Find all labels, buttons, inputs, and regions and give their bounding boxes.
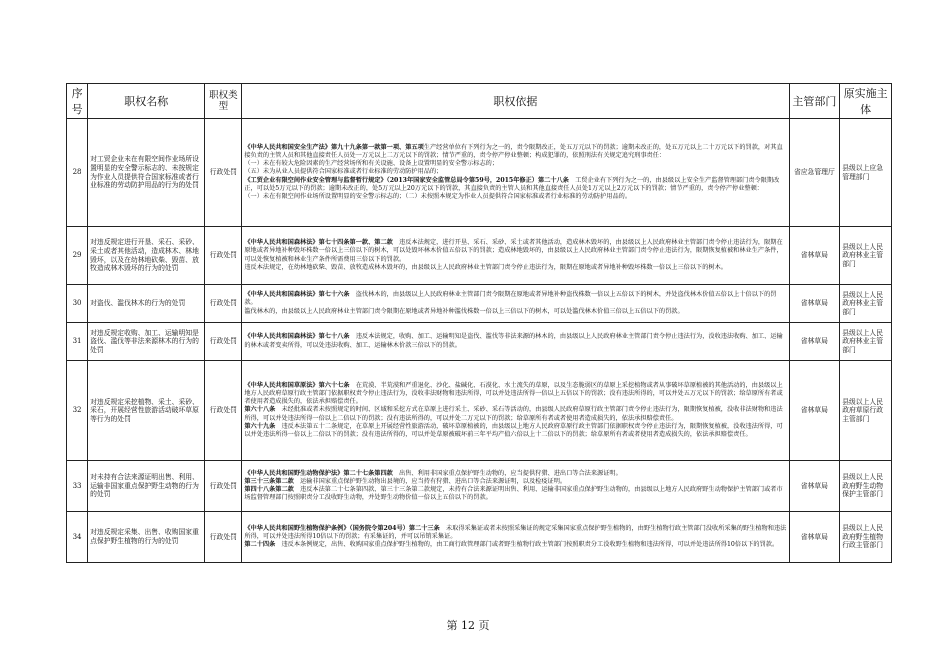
row-name: 对违反规定进行开垦、采石、采砂、采土或者其他活动，造成林木、林地毁坏，以及在幼林地砍柴、毁苗、放牧造成林木毁坏的行为的处罚 bbox=[88, 227, 205, 285]
authority-table bbox=[66, 83, 892, 563]
row-basis bbox=[242, 361, 789, 461]
basis-paragraph bbox=[244, 382, 786, 406]
basis-text: 违反本法第二十七条第四款、第三十三条第二款规定，未持有合法来源证明出售、利用、运输非国家重点保护野生动物的，由县级以上地方人民政府野生动物保护主管部门或者市场监督管理部门按照职责分工没收野生动物，并处野生动物价值一倍以上五倍以下的罚款。 bbox=[244, 486, 783, 502]
row-implementer: 县级以上人民政府林业主管部门 bbox=[840, 285, 892, 323]
basis-text: 在荒漠、半荒漠和严重退化、沙化、盐碱化、石漠化、水土流失的草原，以及生态脆弱区的草原上采挖植物或者从事破坏草原植被的其他活动的，由县级以上地方人民政府草原行政主管部门依据职权责令停止违法行为，没收非法财物和违法所得，可以并处违法所得一倍以上五倍以下的罚款；没有违法所得的，可以并处五万元以下的罚款；给草原所有者或者使用者造成损失的，依法承担赔偿责任。 bbox=[244, 382, 783, 406]
row-seq: 28 bbox=[67, 119, 88, 227]
row-basis bbox=[242, 285, 789, 323]
table-row bbox=[67, 227, 892, 285]
row-dept: 省林草局 bbox=[789, 285, 840, 323]
basis-paragraph bbox=[244, 168, 786, 176]
basis-lead: 《工贸企业有限空间作业安全管理与监督暂行规定》（2013年国家安全监管总局令第59号，2015年修正）第二十八条 bbox=[244, 176, 569, 184]
basis-paragraph bbox=[244, 144, 786, 160]
row-dept: 省应急管理厅 bbox=[789, 119, 840, 227]
header-dept: 主管部门 bbox=[789, 84, 840, 119]
header-type: 职权类型 bbox=[205, 84, 242, 119]
row-dept: 省林草局 bbox=[789, 461, 840, 512]
header-seq: 序号 bbox=[67, 84, 88, 119]
row-implementer: 县级以上人民政府林业主管部门 bbox=[840, 323, 892, 361]
basis-lead: 第六十八条 bbox=[244, 406, 276, 414]
basis-paragraph bbox=[244, 486, 786, 502]
row-implementer: 县级以上人民政府草原行政主管部门 bbox=[840, 361, 892, 461]
basis-text: 滥伐林木的，由县级以上人民政府林业主管部门责令限期在原地或者异地补种滥伐株数一倍以上三倍以下的树木，可以处滥伐林木价值三倍以上五倍以下的罚款。 bbox=[244, 307, 684, 315]
header-implementer: 原实施主体 bbox=[840, 84, 892, 119]
row-name: 对违反规定收购、加工、运输明知是盗伐、滥伐等非法来源林木的行为的处罚 bbox=[88, 323, 205, 361]
row-seq: 30 bbox=[67, 285, 88, 323]
row-name: 对盗伐、滥伐林木的行为的处罚 bbox=[88, 285, 205, 323]
page-number: 第 12 页 bbox=[446, 619, 490, 632]
basis-text: 工贸企业有下列行为之一的，由县级以上安全生产监督管理部门责令限期改正，可以处5万元以下的罚款；逾期未改正的，处5万元以上20万元以下的罚款，其直接负责的主管人员和其他直接责任人员处1万元以上2万元以下的罚款；情节严重的，责令停产停业整顿： bbox=[244, 176, 780, 192]
basis-text: 违反本法规定，进行开垦、采石、采砂、采土或者其他活动，造成林木毁坏的，由县级以上人民政府林业主管部门责令停止违法行为，限期在原地或者异地补种毁坏株数一倍以上三倍以下的树木，可以处毁坏林木价值五倍以下的罚款；造成林地毁坏的，由县级以上人民政府林业主管部门责令停止违法行为，限期恢复植被和林业生产条件，可以处恢复植被和林业生产条件所需费用三倍以下的罚款。 bbox=[244, 239, 783, 263]
basis-text: 违反本法规定，收购、加工、运输明知是盗伐、滥伐等非法来源的林木的，由县级以上人民政府林业主管部门责令停止违法行为，没收违法收购、加工、运输的林木或者变卖所得，可以处违法收购、加工、运输林木价款三倍以下的罚款。 bbox=[244, 333, 783, 349]
basis-lead: 《中华人民共和国野生植物保护条例》（国务院令第204号）第二十三条 bbox=[244, 524, 440, 532]
basis-lead: 第四十八条第二款 bbox=[244, 486, 294, 493]
basis-text: 出售、利用非国家重点保护野生动物的，应当提供狩猎、进出口等合法来源证明。 bbox=[392, 469, 622, 477]
basis-text: 运输非国家重点保护野生动物出县境的，应当持有狩猎、进出口等合法来源证明，以及检疫证明。 bbox=[293, 477, 567, 485]
basis-lead: 《中华人民共和国安全生产法》第九十九条第一款第一项、第五项 bbox=[244, 144, 424, 152]
basis-paragraph bbox=[244, 470, 786, 478]
header-name: 职权名称 bbox=[88, 84, 205, 119]
row-name: 对违反规定采集、出售、收购国家重点保护野生植物的行为的处罚 bbox=[88, 512, 205, 563]
basis-text: 违反本法第五十二条规定，在草原上开展经营性旅游活动，破坏草原植被的，由县级以上地方人民政府草原行政主管部门依据职权责令停止违法行为，限期恢复植被，没收违法所得，可以并处违法所得一倍以上二倍以下的罚款；没有违法所得的，可以并处草原被破坏前三年平均产值六倍以上十二倍以下的罚款；给草原所有者或者使用者造成损失的，依法承担赔偿责任。 bbox=[244, 422, 783, 438]
basis-lead: 第二十四条 bbox=[244, 541, 276, 549]
basis-lead: 第三十三条第二款 bbox=[244, 477, 294, 485]
basis-text: 未取得采集证或者未按照采集证的规定采集国家重点保护野生植物的，由野生植物行政主管部门没收所采集的野生植物和违法所得，可以并处违法所得10倍以下的罚款；有采集证的，并可以吊销采集证。 bbox=[244, 524, 787, 540]
row-implementer: 县级以上人民政府野生动物保护主管部门 bbox=[840, 461, 892, 512]
row-basis bbox=[242, 512, 789, 563]
basis-lead: 《中华人民共和国森林法》第七十四条第一款、第二款 bbox=[244, 239, 393, 247]
row-implementer: 县级以上人民政府林业主管部门 bbox=[840, 227, 892, 285]
row-name: 对违反规定采挖植物、采土、采砂、采石，开展经营性旅游活动破坏草原等行为的处罚 bbox=[88, 361, 205, 461]
basis-paragraph bbox=[244, 333, 786, 349]
row-basis bbox=[242, 323, 789, 361]
row-dept: 省林草局 bbox=[789, 323, 840, 361]
basis-paragraph bbox=[244, 423, 786, 439]
table-row bbox=[67, 461, 892, 512]
basis-text: （一）未在有较大危险因素的生产经营场所和有关设施、设备上设置明显的安全警示标志的； bbox=[244, 160, 499, 168]
header-basis: 职权依据 bbox=[242, 84, 789, 119]
basis-paragraph bbox=[244, 239, 786, 263]
row-dept: 省林草局 bbox=[789, 512, 840, 563]
row-basis bbox=[242, 119, 789, 227]
basis-lead: 《中华人民共和国森林法》第七十八条 bbox=[244, 333, 350, 341]
row-type: 行政处罚 bbox=[205, 361, 242, 461]
basis-paragraph bbox=[244, 291, 786, 307]
table-row bbox=[67, 361, 892, 461]
row-seq: 34 bbox=[67, 512, 88, 563]
row-type: 行政处罚 bbox=[205, 285, 242, 323]
row-seq: 31 bbox=[67, 323, 88, 361]
row-basis bbox=[242, 461, 789, 512]
row-type: 行政处罚 bbox=[205, 512, 242, 563]
table-header-row bbox=[67, 84, 892, 119]
basis-paragraph bbox=[244, 406, 786, 422]
row-seq: 33 bbox=[67, 461, 88, 512]
basis-paragraph bbox=[244, 177, 786, 193]
basis-lead: 《中华人民共和国草原法》第六十七条 bbox=[244, 382, 350, 390]
basis-paragraph bbox=[244, 525, 786, 541]
basis-lead: 第六十九条 bbox=[244, 422, 276, 430]
basis-text: 生产经营单位有下列行为之一的，责令限期改正，处五万元以下的罚款；逾期未改正的，处五万元以上二十万元以下的罚款，对其直接负责的主管人员和其他直接责任人员处一万元以上二万元以下的罚款；情节严重的，责令停产停业整顿；构成犯罪的，依照刑法有关规定追究刑事责任： bbox=[244, 144, 783, 160]
basis-paragraph bbox=[244, 541, 786, 549]
row-name: 对工贸企业未在有限空间作业场所设置明显的安全警示标志的、未按规定为作业人员提供符合国家标准或者行业标准的劳动防护用品的行为的处罚 bbox=[88, 119, 205, 227]
row-implementer: 县级以上应急管理部门 bbox=[840, 119, 892, 227]
basis-text: （一）未在有限空间作业场所设置明显的安全警示标志的；（二）未按照本规定为作业人员提供符合国家标准或者行业标准的劳动防护用品的。 bbox=[244, 192, 632, 200]
row-seq: 29 bbox=[67, 227, 88, 285]
basis-text: 盗伐林木的，由县级以上人民政府林业主管部门责令限期在原地或者异地补种盗伐株数一倍以上五倍以下的树木，并处盗伐林木价值五倍以上十倍以下的罚款。 bbox=[244, 291, 777, 307]
table-row bbox=[67, 323, 892, 361]
row-type: 行政处罚 bbox=[205, 323, 242, 361]
row-implementer: 县级以上人民政府野生植物行政主管部门 bbox=[840, 512, 892, 563]
row-seq: 32 bbox=[67, 361, 88, 461]
basis-text: 违反本条例规定，出售、收购国家重点保护野生植物的，由工商行政管理部门或者野生植物行政主管部门按照职责分工没收野生植物和违法所得，可以并处违法所得10倍以下的罚款。 bbox=[275, 541, 779, 549]
basis-paragraph bbox=[244, 193, 786, 201]
table-row bbox=[67, 285, 892, 323]
basis-paragraph bbox=[244, 264, 786, 272]
row-dept: 省林草局 bbox=[789, 227, 840, 285]
basis-text: 违反本法规定，在幼林地砍柴、毁苗、放牧造成林木毁坏的，由县级以上人民政府林业主管部门责令停止违法行为，限期在原地或者异地补种毁坏株数一倍以上三倍以下的树木。 bbox=[244, 263, 727, 271]
row-type: 行政处罚 bbox=[205, 227, 242, 285]
basis-text: （五）未为从业人员提供符合国家标准或者行业标准的劳动防护用品的； bbox=[244, 168, 443, 176]
basis-lead: 《中华人民共和国森林法》第七十六条 bbox=[244, 291, 350, 299]
row-basis bbox=[242, 227, 789, 285]
row-type: 行政处罚 bbox=[205, 461, 242, 512]
table-row bbox=[67, 512, 892, 563]
basis-paragraph bbox=[244, 478, 786, 486]
basis-paragraph bbox=[244, 308, 786, 316]
row-type: 行政处罚 bbox=[205, 119, 242, 227]
basis-lead: 《中华人民共和国野生动物保护法》第二十七条第四款 bbox=[244, 469, 393, 477]
basis-text: 未经批准或者未按照规定的时间、区域和采挖方式在草原上进行采土、采砂、采石等活动的，由县级人民政府草原行政主管部门责令停止违法行为，限期恢复植被，没收非法财物和违法所得，可以并处违法所得一倍以上二倍以下的罚款；没有违法所得的，可以并处二万元以下的罚款；给草原所有者或者使用者造成损失的，依法承担赔偿责任。 bbox=[244, 406, 783, 422]
row-dept: 省林草局 bbox=[789, 361, 840, 461]
table-row bbox=[67, 119, 892, 227]
row-name: 对未持有合法来源证明出售、利用、运输非国家重点保护野生动物的行为的处罚 bbox=[88, 461, 205, 512]
